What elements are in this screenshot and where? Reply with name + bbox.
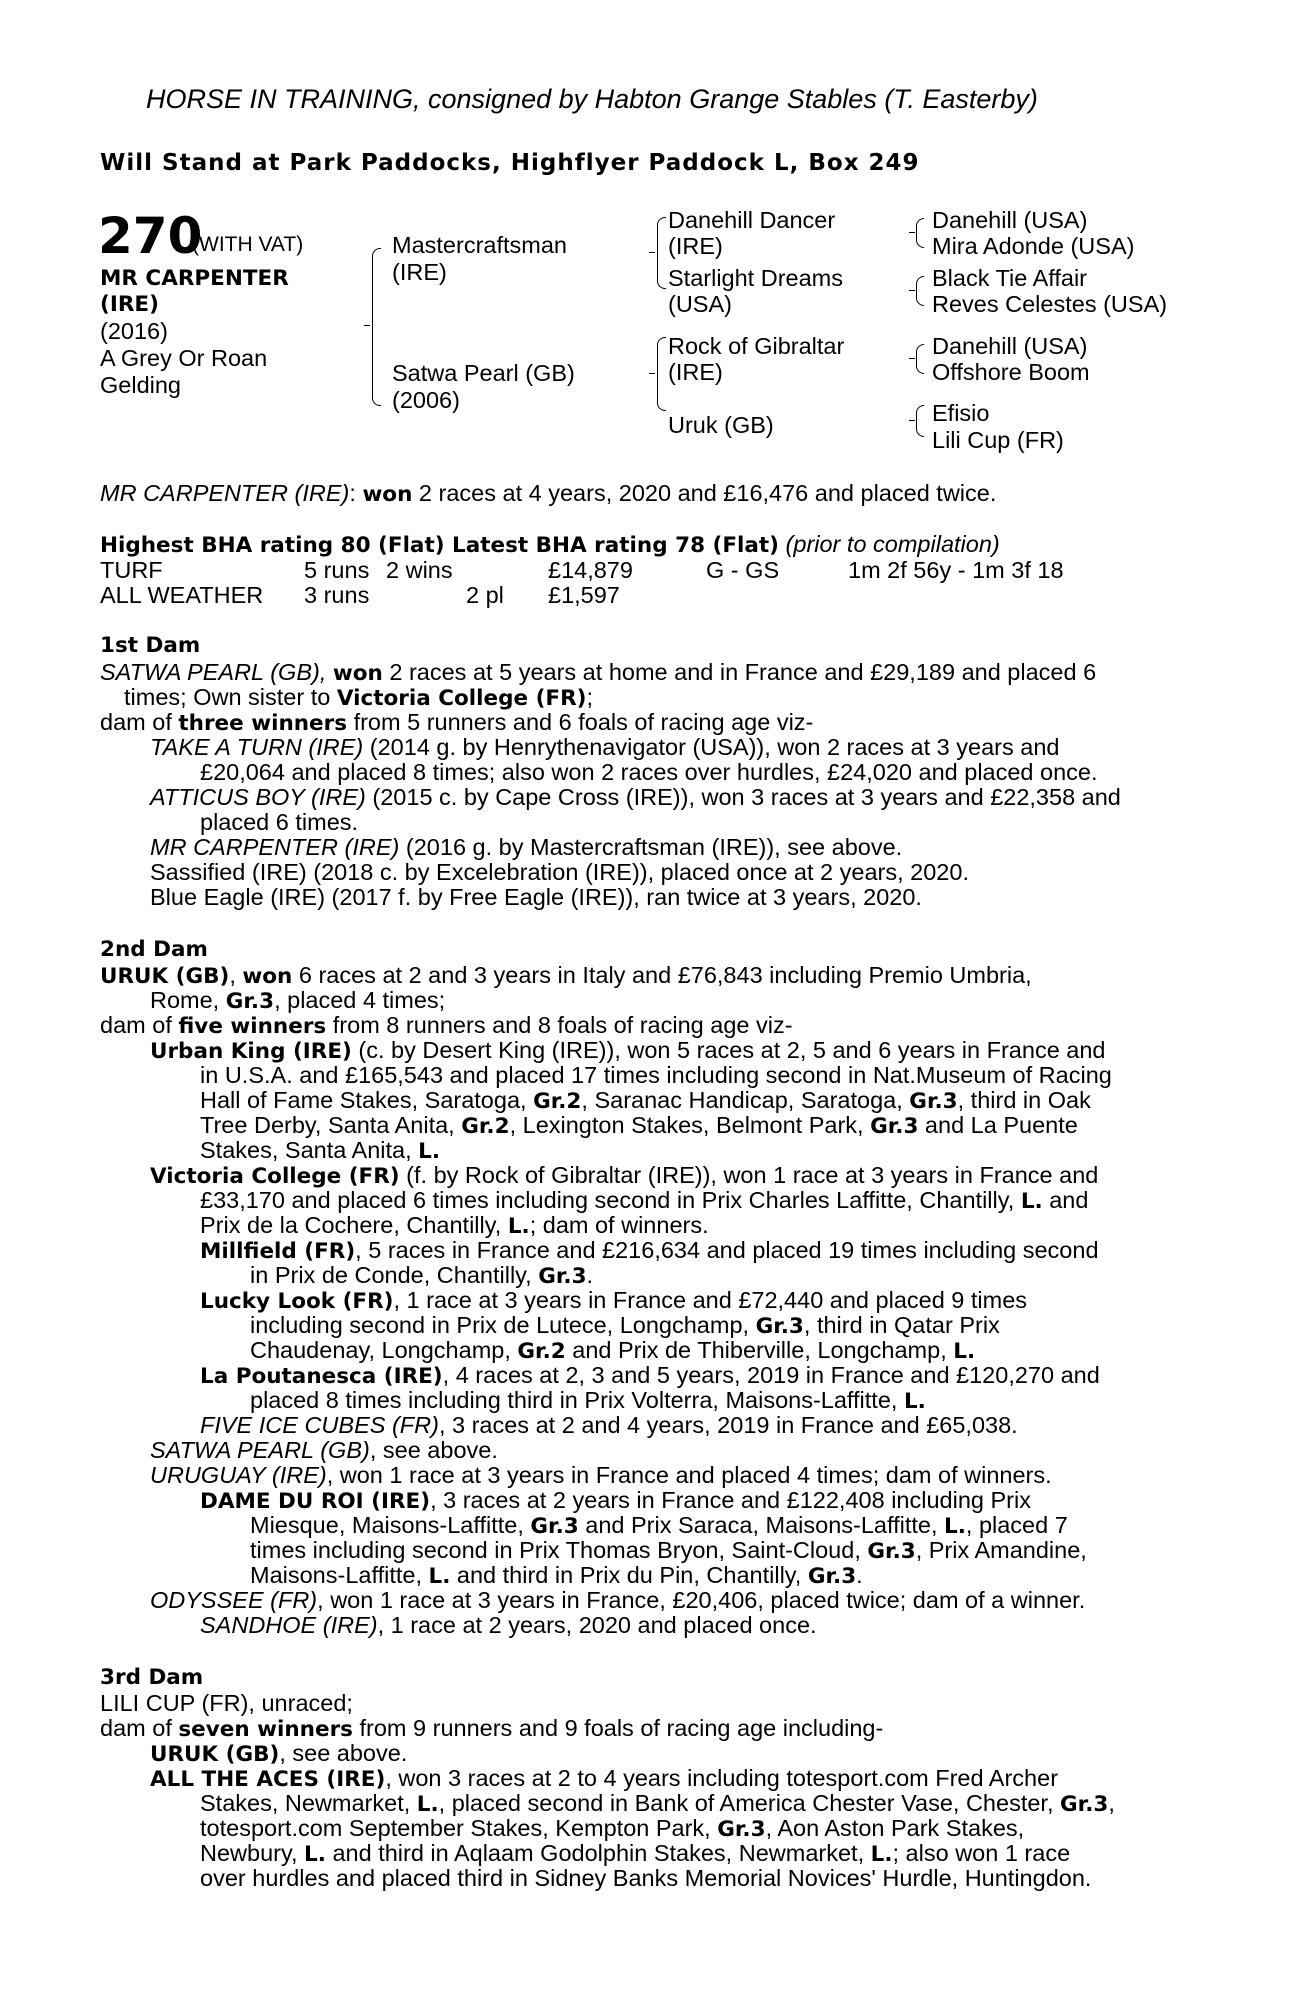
second-dam-line: in U.S.A. and £165,543 and placed 17 times including second in Nat.Museum of Racing: [200, 1062, 1112, 1088]
stabling-line: Will Stand at Park Paddocks, Highflyer Paddock L, Box 249: [100, 150, 920, 176]
second-dam-line: SATWA PEARL (GB), see above.: [150, 1437, 498, 1463]
dam-name: Satwa Pearl (GB): [392, 360, 575, 386]
second-dam-line: URUK (GB), won 6 races at 2 and 3 years in Italy and £76,843 including Premio Umbria,: [100, 962, 1032, 989]
second-dam-line: £33,170 and placed 6 times including second in Prix Charles Laffitte, Chantilly, L. and: [200, 1187, 1089, 1214]
first-dam-line: Sassified (IRE) (2018 c. by Excelebration (IRE)), placed once at 2 years, 2020.: [150, 859, 969, 885]
second-dam-heading: 2nd Dam: [100, 937, 208, 962]
sire-sire: Danehill Dancer: [668, 207, 836, 233]
third-dam-line: ALL THE ACES (IRE), won 3 races at 2 to 4 years including totesport.com Fred Archer: [150, 1765, 1059, 1792]
ratings-note: (prior to compilation): [785, 531, 1000, 557]
second-dam-line: FIVE ICE CUBES (FR), 3 races at 2 and 4 years, 2019 in France and £65,038.: [200, 1412, 1018, 1438]
second-dam-line: Tree Derby, Santa Anita, Gr.2, Lexington Stakes, Belmont Park, Gr.3 and La Puente: [200, 1112, 1078, 1139]
third-dam-line: Newbury, L. and third in Aqlaam Godolphin Stakes, Newmarket, L.; also won 1 race: [200, 1840, 1071, 1867]
vat-note: (WITH VAT): [192, 233, 304, 256]
grandsire-5: Danehill (USA): [932, 333, 1088, 359]
ratings-line: [100, 531, 1000, 559]
dam-brace: [657, 337, 666, 411]
second-dam-line: dam of five winners from 8 runners and 8 foals of racing age viz-: [100, 1012, 793, 1039]
granddam-4: Reves Celestes (USA): [932, 291, 1168, 317]
third-dam-line: over hurdles and placed third in Sidney Banks Memorial Novices' Hurdle, Huntingdon.: [200, 1865, 1092, 1891]
turf-going: G - GS: [706, 557, 780, 583]
summary-rest: 2 races at 4 years, 2020 and £16,476 and placed twice.: [418, 480, 997, 506]
third-dam-line: totesport.com September Stakes, Kempton Park, Gr.3, Aon Aston Park Stakes,: [200, 1815, 1025, 1842]
second-dam-line: Stakes, Santa Anita, L.: [200, 1137, 441, 1164]
dam-sire: Rock of Gibraltar: [668, 333, 845, 359]
second-dam-line: DAME DU ROI (IRE), 3 races at 2 years in France and £122,408 including Prix: [200, 1487, 1031, 1514]
consignor-line: HORSE IN TRAINING, consigned by Habton Grange Stables (T. Easterby): [146, 84, 1038, 114]
second-dam-line: Chaudenay, Longchamp, Gr.2 and Prix de Thiberville, Longchamp, L.: [250, 1337, 976, 1364]
second-dam-line: Rome, Gr.3, placed 4 times;: [150, 987, 446, 1014]
turf-surface: TURF: [100, 557, 163, 583]
sire-sire-suffix: (IRE): [668, 233, 723, 259]
second-dam-line: Lucky Look (FR), 1 race at 3 years in France and £72,440 and placed 9 times: [200, 1287, 1028, 1314]
sire-suffix: (IRE): [392, 259, 447, 285]
third-dam-line: dam of seven winners from 9 runners and 9 foals of racing age including-: [100, 1715, 884, 1742]
second-dam-line: Urban King (IRE) (c. by Desert King (IRE)), won 5 races at 2, 5 and 6 years in France and: [150, 1037, 1106, 1064]
first-dam-heading: 1st Dam: [100, 633, 201, 658]
pedigree-brace-main: [372, 248, 381, 406]
second-dam-line: in Prix de Conde, Chantilly, Gr.3.: [250, 1262, 594, 1289]
colour-sex-2: Gelding: [100, 372, 181, 398]
turf-amount: £14,879: [548, 557, 633, 583]
first-dam-line: placed 6 times.: [200, 809, 359, 835]
race-summary: [100, 480, 996, 508]
sire-brace-tip: [649, 252, 655, 253]
turf-wins: 2 wins: [386, 557, 453, 583]
first-dam-line: SATWA PEARL (GB), won 2 races at 5 years at home and in France and £29,189 and placed 6: [100, 659, 1097, 686]
dam-sire-suffix: (IRE): [668, 359, 723, 385]
g-brace-4: [916, 405, 924, 437]
granddam-2: Mira Adonde (USA): [932, 233, 1135, 259]
dam-dam: Uruk (GB): [668, 412, 774, 438]
granddam-6: Offshore Boom: [932, 359, 1090, 385]
pedigree-brace-tip: [364, 325, 370, 326]
second-dam-line: Millfield (FR), 5 races in France and £216,634 and placed 19 times including second: [200, 1237, 1099, 1264]
ratings-text: Highest BHA rating 80 (Flat) Latest BHA rating 78 (Flat): [100, 533, 780, 558]
g-brace-2-tip: [909, 290, 915, 291]
g-brace-3-tip: [909, 358, 915, 359]
third-dam-heading: 3rd Dam: [100, 1665, 204, 1690]
aw-runs: 3 runs: [304, 582, 370, 608]
horse-name: MR CARPENTER: [100, 266, 289, 291]
aw-placed: 2 pl: [466, 582, 504, 608]
second-dam-line: Maisons-Laffitte, L. and third in Prix du Pin, Chantilly, Gr.3.: [250, 1562, 863, 1589]
second-dam-line: ODYSSEE (FR), won 1 race at 3 years in France, £20,406, placed twice; dam of a winner.: [150, 1587, 1086, 1613]
second-dam-line: SANDHOE (IRE), 1 race at 2 years, 2020 and placed once.: [200, 1612, 817, 1638]
turf-runs: 5 runs: [304, 557, 370, 583]
g-brace-4-tip: [909, 420, 915, 421]
granddam-8: Lili Cup (FR): [932, 427, 1064, 453]
summary-won: won: [362, 482, 413, 507]
first-dam-line: dam of three winners from 5 runners and 6 foals of racing age viz-: [100, 709, 814, 736]
grandsire-7: Efisio: [932, 400, 990, 426]
sire-name: Mastercraftsman: [392, 232, 567, 258]
sire-brace: [657, 217, 666, 289]
second-dam-line: times including second in Prix Thomas Bryon, Saint-Cloud, Gr.3, Prix Amandine,: [250, 1537, 1087, 1564]
aw-surface: ALL WEATHER: [100, 582, 264, 608]
dam-year: (2006): [392, 387, 460, 413]
second-dam-line: placed 8 times including third in Prix Volterra, Maisons-Laffitte, L.: [250, 1387, 926, 1414]
first-dam-line: ATTICUS BOY (IRE) (2015 c. by Cape Cross (IRE)), won 3 races at 3 years and £22,358 and: [150, 784, 1121, 810]
third-dam-line: Stakes, Newmarket, L., placed second in Bank of America Chester Vase, Chester, Gr.3,: [200, 1790, 1115, 1817]
g-brace-3: [916, 344, 924, 374]
summary-horse-name: MR CARPENTER (IRE): [100, 480, 350, 506]
colour-sex: A Grey Or Roan: [100, 345, 268, 371]
third-dam-line: URUK (GB), see above.: [150, 1740, 408, 1767]
second-dam-line: URUGUAY (IRE), won 1 race at 3 years in France and placed 4 times; dam of winners.: [150, 1462, 1052, 1488]
second-dam-line: Miesque, Maisons-Laffitte, Gr.3 and Prix Saraca, Maisons-Laffitte, L., placed 7: [250, 1512, 1068, 1539]
second-dam-line: including second in Prix de Lutece, Longchamp, Gr.3, third in Qatar Prix: [250, 1312, 1000, 1339]
turf-distance: 1m 2f 56y - 1m 3f 18: [848, 557, 1064, 583]
second-dam-line: Victoria College (FR) (f. by Rock of Gibraltar (IRE)), won 1 race at 3 years in France and: [150, 1162, 1099, 1189]
first-dam-line: Blue Eagle (IRE) (2017 f. by Free Eagle (IRE)), ran twice at 3 years, 2020.: [150, 884, 922, 910]
first-dam-line: times; Own sister to Victoria College (FR);: [124, 684, 594, 711]
grandsire-1: Danehill (USA): [932, 207, 1088, 233]
second-dam-line: Hall of Fame Stakes, Saratoga, Gr.2, Saranac Handicap, Saratoga, Gr.3, third in Oak: [200, 1087, 1091, 1114]
grandsire-3: Black Tie Affair: [932, 265, 1087, 291]
second-dam-line: La Poutanesca (IRE), 4 races at 2, 3 and 5 years, 2019 in France and £120,270 and: [200, 1362, 1100, 1389]
foaling-year: (2016): [100, 318, 168, 344]
aw-amount: £1,597: [548, 582, 620, 608]
lot-number: 270: [98, 207, 203, 265]
third-dam-line: LILI CUP (FR), unraced;: [100, 1690, 353, 1716]
dam-brace-tip: [649, 373, 655, 374]
second-dam-line: Prix de la Cochere, Chantilly, L.; dam of winners.: [200, 1212, 709, 1239]
g-brace-1-tip: [909, 232, 915, 233]
g-brace-1: [916, 218, 924, 248]
first-dam-line: TAKE A TURN (IRE) (2014 g. by Henrythenavigator (USA)), won 2 races at 3 years and: [150, 734, 1060, 760]
sire-dam: Starlight Dreams: [668, 265, 843, 291]
sire-dam-suffix: (USA): [668, 291, 732, 317]
first-dam-line: MR CARPENTER (IRE) (2016 g. by Mastercraftsman (IRE)), see above.: [150, 834, 903, 860]
g-brace-2: [916, 276, 924, 306]
summary-colon: :: [349, 480, 356, 506]
horse-name-suffix: (IRE): [100, 292, 159, 317]
first-dam-line: £20,064 and placed 8 times; also won 2 races over hurdles, £24,020 and placed once.: [200, 759, 1098, 785]
